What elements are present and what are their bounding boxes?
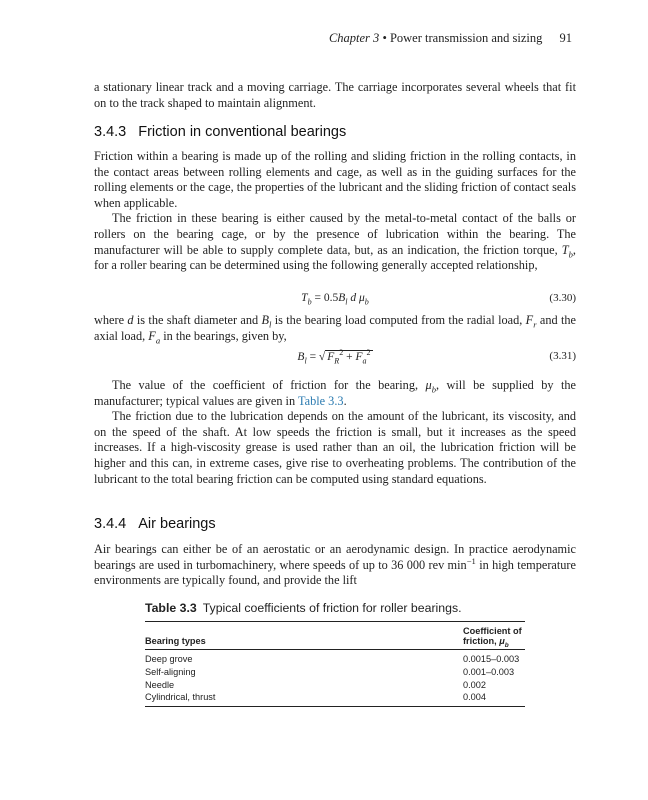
equation-expression: $T_b = 0.5B_l$ d $\mu_b$ xyxy=(301,292,369,307)
equation-expression: $B_l$ = √ $F_R^2 + F_a^2$ xyxy=(297,348,371,366)
text-run: in high temperature environments are typically found, and provide the lift xyxy=(94,557,576,588)
section-title: Friction in conventional bearings xyxy=(138,124,347,140)
cell-bearing-type: Deep grove xyxy=(145,654,193,664)
cell-coefficient: 0.004 xyxy=(463,692,486,703)
intro-paragraph xyxy=(94,80,576,111)
column-header-coefficient: Coefficient of friction, $\mu_b$ xyxy=(463,626,522,649)
equation-3-30 xyxy=(94,292,576,310)
cell-coefficient: 0.002 xyxy=(463,679,486,690)
text-run: is the shaft diameter and xyxy=(133,313,262,327)
cell-bearing-type: Cylindrical, thrust xyxy=(145,692,216,703)
table-reference-link[interactable]: Table 3.3 xyxy=(297,393,344,408)
text-run: , for a roller bearing can be determined using the following generally accepted relationship, xyxy=(94,242,576,273)
section-number: 3.4.4 xyxy=(94,516,127,532)
running-head-bullet: • xyxy=(382,31,387,45)
section-344-body xyxy=(94,542,576,589)
text-run: and the axial load, xyxy=(94,313,576,343)
paragraph: The value of the coefficient of friction for the bearing, $\mu_b$, will be supplied by the manufacturer; typical values are given in Table 3.3. xyxy=(94,378,576,408)
section-number: 3.4.3 xyxy=(94,124,127,140)
header-line: friction, xyxy=(463,636,500,646)
column-header-bearing-types: Bearing types xyxy=(145,636,206,646)
section-343-body-3 xyxy=(94,378,576,487)
section-heading-3-4-3 xyxy=(94,124,346,140)
equation-number: (3.30) xyxy=(549,292,576,304)
table-row xyxy=(145,650,525,666)
header-line: Coefficient of xyxy=(463,626,522,636)
intro-paragraph-text: a stationary linear track and a moving carriage. The carriage incorporates several wheels that fit on to the track shaped to maintain alignment. xyxy=(94,80,576,110)
table-row xyxy=(145,665,525,678)
text-run: where xyxy=(94,313,128,327)
friction-table xyxy=(145,621,525,707)
table-row xyxy=(145,691,525,707)
eq-symbol: T xyxy=(301,292,308,304)
cell-coefficient: 0.001–0.003 xyxy=(463,666,515,677)
text-run: in the bearings, given by, xyxy=(160,328,287,343)
equation-number: (3.31) xyxy=(549,350,576,362)
running-head-chapter: Chapter 3 xyxy=(328,31,380,45)
section-343-body-1 xyxy=(94,149,576,274)
table-caption xyxy=(145,601,525,615)
paragraph: Friction within a bearing is made up of the rolling and sliding friction in the rolling contacts, in the contact areas between rolling elements and cage, as well as in the guiding surfaces for the rolling elements or the cage, the properties of the lubricant and the sliding friction of contact seals when applicable. xyxy=(94,149,576,210)
paragraph: The friction due to the lubrication depends on the amount of the lubricant, its viscosity, and on the speed of the shaft. At low speeds the friction is small, but it increases as the speed increases. If a high-viscosity grease is used rather than an oil, the lubrication friction will be higher and this can, in extreme cases, give rise to overheating problems. The contribution of the lubricant to the total bearing friction can be computed using standard equations. xyxy=(94,409,576,486)
table-header-row xyxy=(145,622,525,650)
paragraph: where d is the shaft diameter and $B_l$ is the bearing load computed from the radial load, $F_r$ and the axial load, $F_a$ in the bearings, given by, xyxy=(94,313,576,346)
running-head-title: Power transmission and sizing xyxy=(389,31,543,45)
cell-coefficient: 0.0015–0.003 xyxy=(463,654,520,664)
paragraph xyxy=(94,542,576,589)
text-run: The friction in these bearing is either caused by the metal-to-metal contact of the balls or rollers on the bearing cage, or by the presence of lubrication within the bearing. The manufacturer will be able to supply complete data, but, as an indication, the friction torque, xyxy=(94,211,576,257)
text-run: Air bearings can either be of an aerostatic or an aerodynamic design. In practice aerodynamic bearings are used in turbomachinery, where speeds of up to 36 000 rev min xyxy=(94,542,576,572)
table-row xyxy=(145,678,525,691)
section-343-body-2 xyxy=(94,313,576,344)
text-run: The value of the coefficient of friction for the bearing, xyxy=(112,378,426,392)
superscript: −1 xyxy=(466,555,476,566)
cell-bearing-type: Self-aligning xyxy=(145,666,196,677)
cell-bearing-type: Needle xyxy=(145,679,175,690)
table-3-3 xyxy=(145,601,525,707)
equation-3-31 xyxy=(94,350,576,368)
table-label: Table 3.3 xyxy=(145,601,197,615)
running-head xyxy=(329,31,572,46)
text-run: , will be supplied by the manufacturer; typical values are given in xyxy=(94,378,576,408)
text-run: . xyxy=(343,393,347,408)
section-title: Air bearings xyxy=(138,516,216,532)
table-caption-text: Typical coefficients of friction for roller bearings. xyxy=(202,601,462,615)
text-run: is the bearing load computed from the radial load, xyxy=(271,313,526,327)
paragraph: The friction in these bearing is either caused by the metal-to-metal contact of the balls or rollers on the bearing cage, or by the presence of lubrication within the bearing. The manufacturer will be able to supply complete data, but, as an indication, the friction torque, $T_b$, for a roller bearing can be determined using the following generally accepted relationship, xyxy=(94,211,576,273)
eq-constant: = 0.5 xyxy=(311,292,339,304)
section-heading-3-4-4 xyxy=(94,516,216,532)
page-number: 91 xyxy=(559,31,572,45)
